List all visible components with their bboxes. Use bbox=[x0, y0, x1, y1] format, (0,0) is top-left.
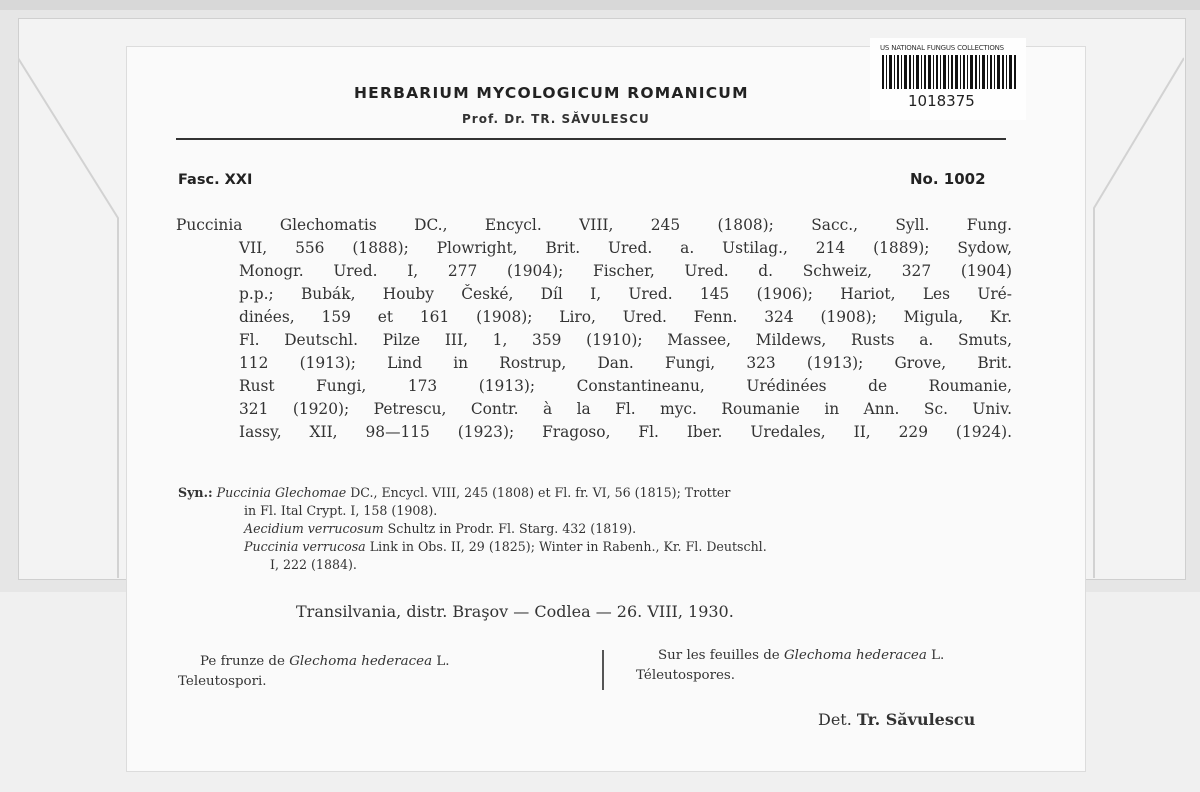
synonym-name: Puccinia Glechomae bbox=[216, 485, 347, 500]
synonym-name: Aecidium verrucosum bbox=[244, 521, 384, 536]
citation-line: Monogr. Ured. I, 277 (1904); Fischer, Ured. d. Schweiz, 327 (1904) bbox=[239, 262, 1012, 280]
herbarium-title: HERBARIUM MYCOLOGICUM ROMANICUM bbox=[354, 84, 749, 102]
synonym-line bbox=[178, 538, 1014, 556]
citation-line: Iassy, XII, 98—115 (1923); Fragoso, Fl. Iber. Uredales, II, 229 (1924). bbox=[239, 423, 1012, 441]
barcode-label bbox=[870, 38, 1026, 120]
catalog-number: 1018375 bbox=[908, 92, 975, 110]
host-authority: L. bbox=[432, 654, 450, 669]
spore-stage: Téleutospores. bbox=[636, 668, 736, 683]
citation-line: Puccinia Glechomatis DC., Encycl. VIII, 245 (1808); Sacc., Syll. Fung. bbox=[176, 216, 1012, 234]
host-authority: L. bbox=[926, 648, 945, 663]
spore-stage: Teleutospori. bbox=[178, 674, 267, 689]
host-prefix: Sur les feuilles de bbox=[658, 648, 784, 663]
citation-line: dinées, 159 et 161 (1908); Liro, Ured. Fenn. 324 (1908); Migula, Kr. bbox=[239, 308, 1012, 326]
host-species: Glechoma hederacea bbox=[783, 648, 927, 663]
citation-line: VII, 556 (1888); Plowright, Brit. Ured. a. Ustilag., 214 (1889); Sydow, bbox=[239, 239, 1012, 257]
citation-line: Rust Fungi, 173 (1913); Constantineanu, Urédinées de Roumanie, bbox=[239, 377, 1012, 395]
host-romanian bbox=[178, 652, 449, 692]
barcode-caption: US NATIONAL FUNGUS COLLECTIONS bbox=[880, 44, 1004, 52]
header-rule bbox=[176, 138, 1006, 140]
fascicle-label: Fasc. XXI bbox=[178, 172, 253, 188]
citation-line: 112 (1913); Lind in Rostrup, Dan. Fungi, 323 (1913); Grove, Brit. bbox=[239, 354, 1012, 372]
citation-paragraph bbox=[176, 214, 1012, 444]
exsiccata-number: No. 1002 bbox=[910, 170, 986, 188]
host-prefix: Pe frunze de bbox=[200, 654, 290, 669]
host-species: Glechoma hederacea bbox=[289, 654, 433, 669]
synonym-line: in Fl. Ital Crypt. I, 158 (1908). bbox=[244, 503, 438, 518]
synonym-citation: Schultz in Prodr. Fl. Starg. 432 (1819). bbox=[383, 521, 637, 536]
synonym-line bbox=[178, 520, 1014, 538]
collection-locality: Transilvania, distr. Braşov — Codlea — 26. VIII, 1930. bbox=[296, 602, 734, 621]
host-line bbox=[636, 646, 944, 666]
determiner bbox=[818, 710, 975, 729]
synonym-line bbox=[178, 484, 1014, 502]
herbarium-editor: Prof. Dr. TR. SĂVULESCU bbox=[462, 112, 650, 126]
synonyms-label: Syn.: bbox=[178, 485, 213, 500]
background-top-strip bbox=[0, 0, 1200, 10]
synonyms-block bbox=[178, 484, 1014, 574]
citation-line: 321 (1920); Petrescu, Contr. à la Fl. myc. Roumanie in Ann. Sc. Univ. bbox=[239, 400, 1012, 418]
host-french bbox=[636, 646, 944, 686]
synonym-citation: Link in Obs. II, 29 (1825); Winter in Rabenh., Kr. Fl. Deutschl. bbox=[365, 539, 767, 554]
synonym-line: I, 222 (1884). bbox=[270, 557, 357, 572]
citation-line: Fl. Deutschl. Pilze III, 1, 359 (1910); Massee, Mildews, Rusts a. Smuts, bbox=[239, 331, 1012, 349]
host-line bbox=[178, 652, 449, 672]
synonym-name: Puccinia verrucosa bbox=[244, 539, 366, 554]
citation-line: p.p.; Bubák, Houby České, Díl I, Ured. 145 (1906); Hariot, Les Uré- bbox=[239, 285, 1012, 303]
determiner-name: Tr. Săvulescu bbox=[856, 710, 976, 729]
column-divider bbox=[602, 650, 604, 690]
determiner-prefix: Det. bbox=[818, 710, 852, 729]
synonym-citation: DC., Encycl. VIII, 245 (1808) et Fl. fr. VI, 56 (1815); Trotter bbox=[346, 485, 731, 500]
